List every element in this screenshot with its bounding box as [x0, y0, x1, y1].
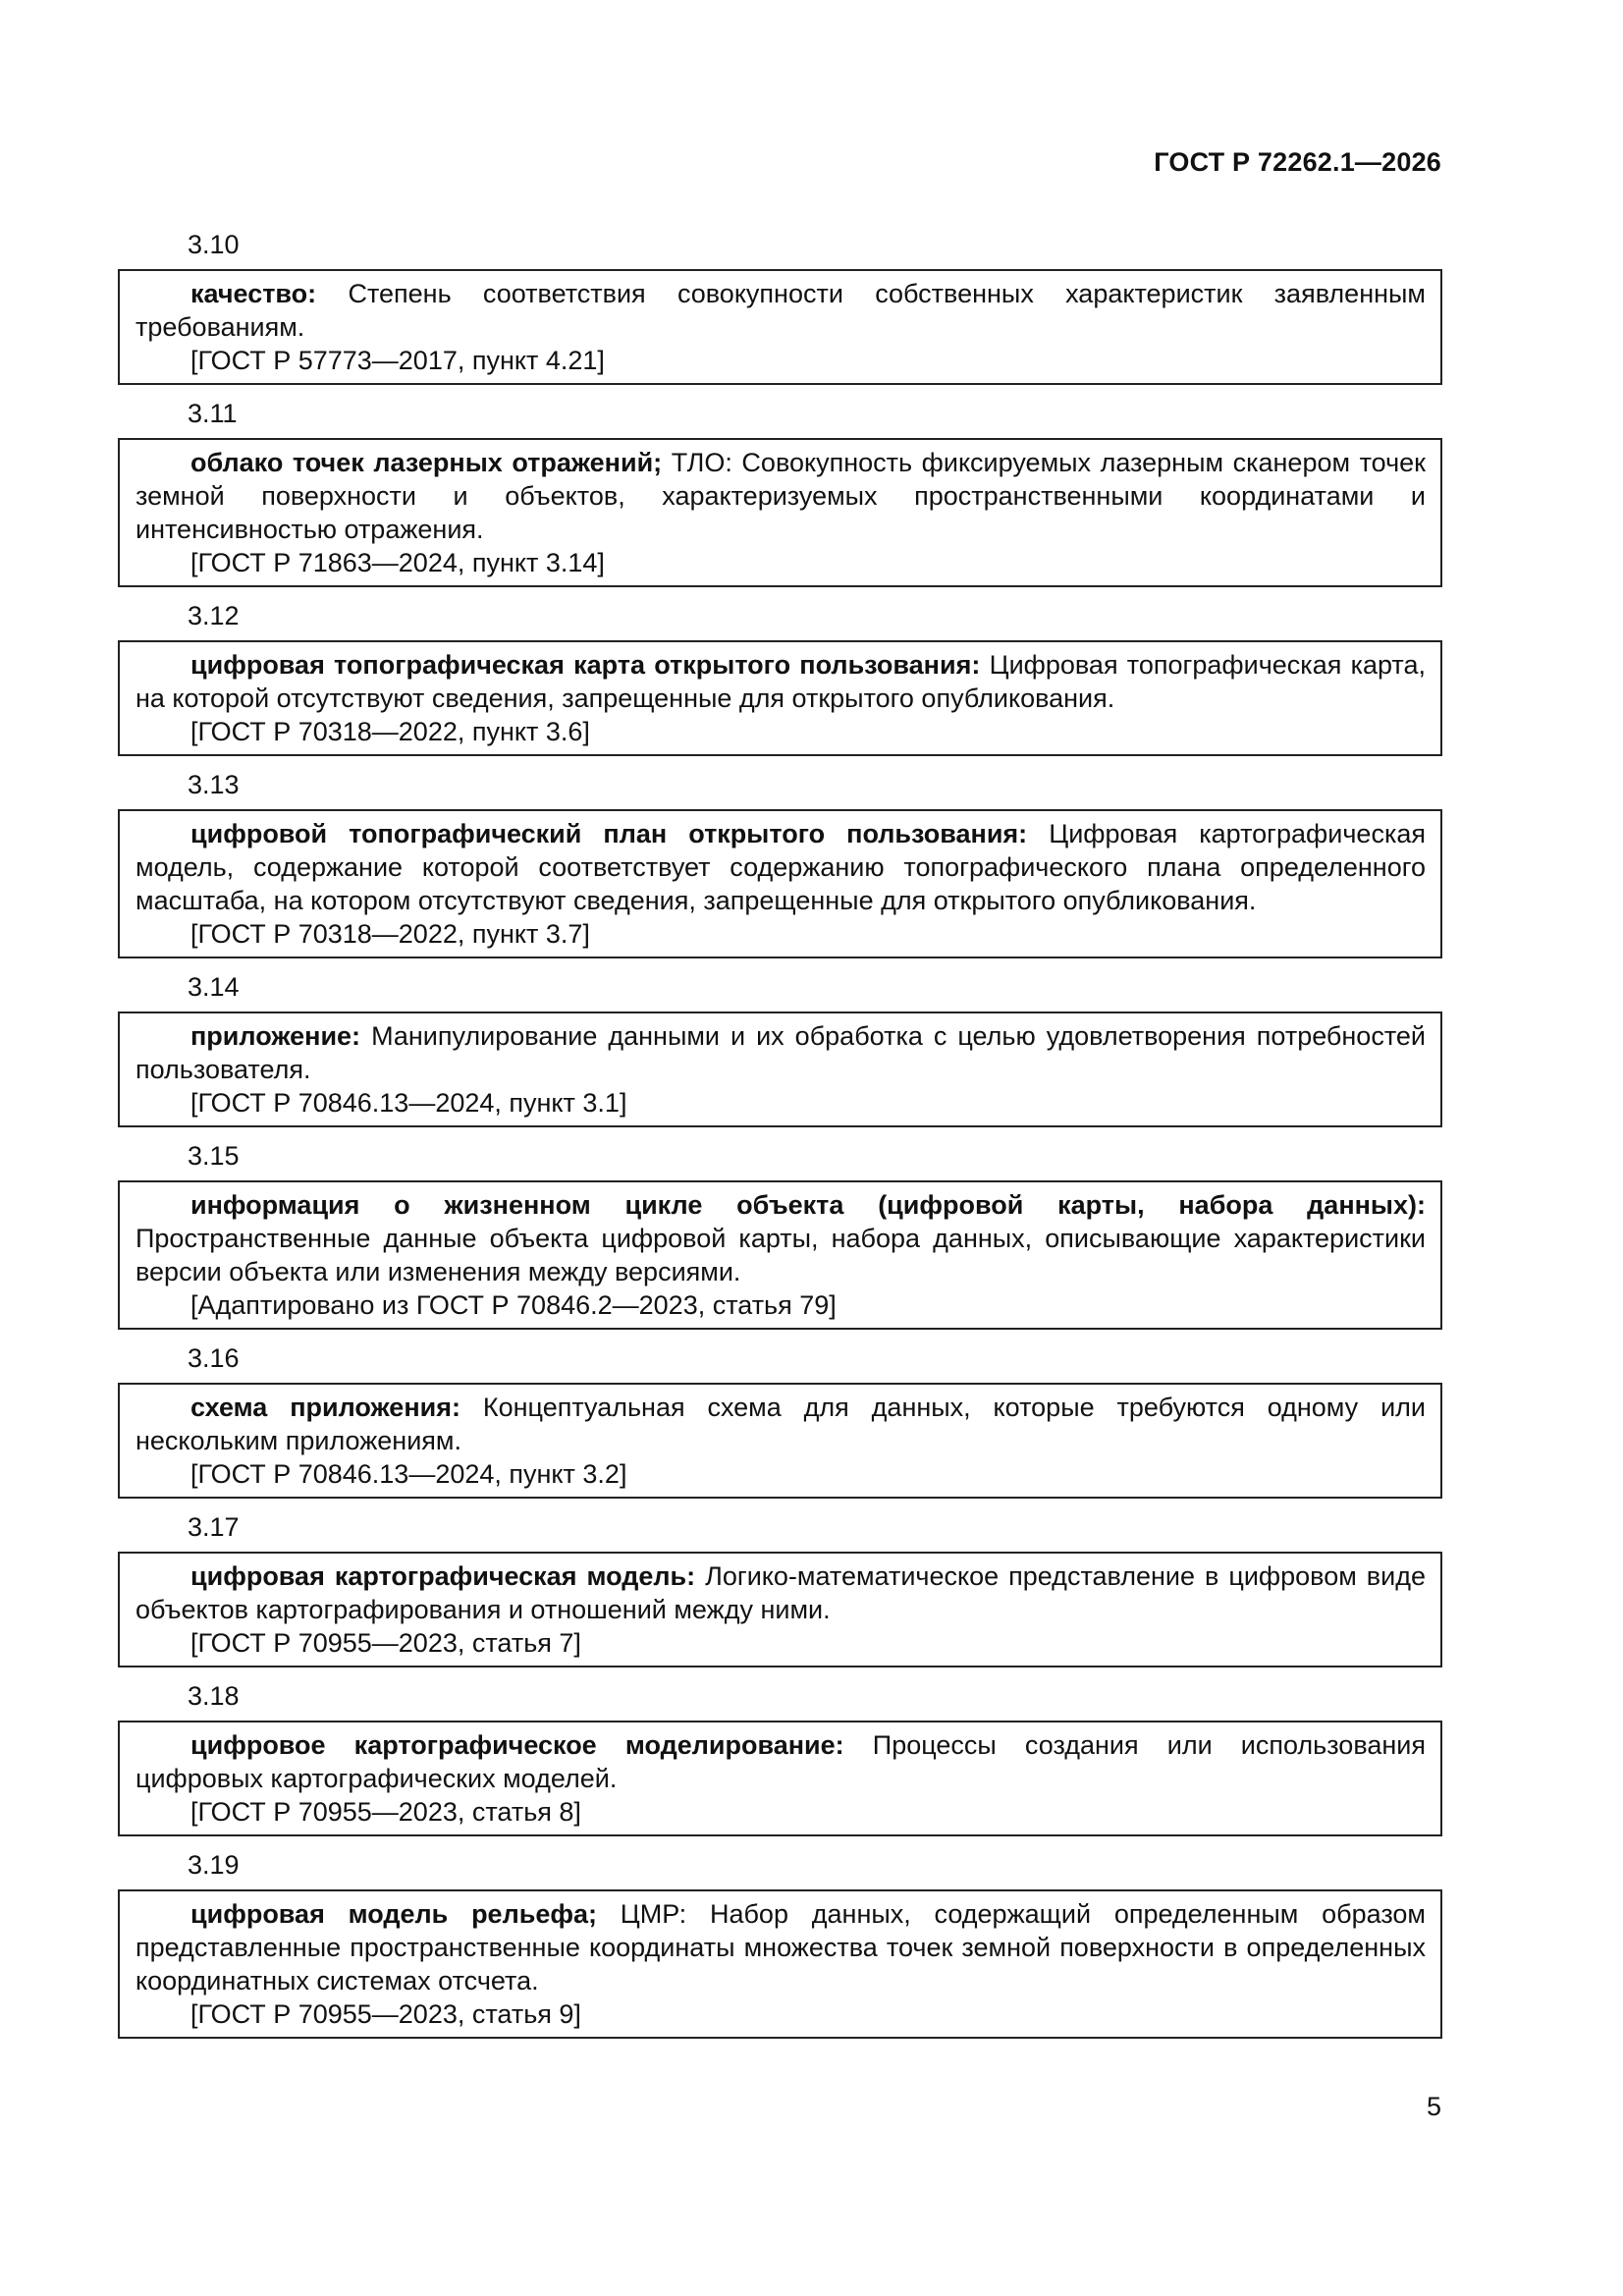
- term-box: [118, 1011, 1442, 1127]
- term-source: [ГОСТ Р 70318—2022, пункт 3.7]: [190, 919, 590, 949]
- term-entry-3-11: [118, 397, 1442, 587]
- term-name: информация о жизненном цикле объекта (цифровой карты, набора данных):: [190, 1190, 1426, 1220]
- term-entry-3-10: [118, 228, 1442, 385]
- term-source: [ГОСТ Р 70318—2022, пункт 3.6]: [190, 717, 590, 746]
- term-entry-3-19: [118, 1848, 1442, 2039]
- term-box: [118, 1180, 1442, 1330]
- term-definition: ЦМР: Набор данных, содержащий определенным образом представленные пространственные координаты множества точек земной поверхности в определенных координатных системах отсчета.: [135, 1899, 1426, 1995]
- term-name: качество:: [190, 279, 317, 308]
- term-box: [118, 809, 1442, 958]
- term-source: [ГОСТ Р 70955—2023, статья 9]: [190, 1999, 581, 2029]
- page-number: 5: [1426, 2092, 1441, 2121]
- term-entry-3-16: [118, 1341, 1442, 1499]
- term-entry-3-14: [118, 970, 1442, 1127]
- term-definition-paragraph: [135, 648, 1426, 715]
- term-number: 3.10: [188, 230, 240, 259]
- term-box: [118, 438, 1442, 587]
- term-definition-paragraph: [135, 1188, 1426, 1288]
- term-definition: Манипулирование данными и их обработка с целью удовлетворения потребностей пользователя.: [135, 1021, 1426, 1084]
- term-number: 3.16: [188, 1343, 240, 1373]
- term-box: [118, 1383, 1442, 1499]
- term-name: приложение:: [190, 1021, 361, 1051]
- term-definition: Концептуальная схема для данных, которые требуются одному или нескольким приложениям.: [135, 1393, 1426, 1455]
- term-number: 3.18: [188, 1681, 240, 1711]
- term-number: 3.15: [188, 1141, 240, 1171]
- term-name: цифровая картографическая модель:: [190, 1561, 696, 1591]
- term-definition-paragraph: [135, 446, 1426, 546]
- term-name: цифровая модель рельефа;: [190, 1899, 597, 1929]
- term-definition: Степень соответствия совокупности собственных характеристик заявленным требованиям.: [135, 279, 1426, 342]
- term-name: облако точек лазерных отражений;: [190, 448, 663, 477]
- term-definition: Цифровая картографическая модель, содержание которой соответствует содержанию топографического плана определенного масштаба, на котором отсутствуют сведения, запрещенные для открытого опубликования.: [135, 819, 1426, 915]
- term-definition: ТЛО: Совокупность фиксируемых лазерным сканером точек земной поверхности и объектов, характеризуемых пространственными координатами и интенсивностью отражения.: [135, 448, 1426, 544]
- term-source: [ГОСТ Р 70955—2023, статья 7]: [190, 1628, 581, 1658]
- term-definition: Процессы создания или использования цифровых картографических моделей.: [135, 1730, 1426, 1793]
- term-source: [ГОСТ Р 70846.13—2024, пункт 3.2]: [190, 1459, 627, 1489]
- term-definition: Пространственные данные объекта цифровой карты, набора данных, описывающие характеристики версии объекта или изменения между версиями.: [135, 1224, 1426, 1286]
- term-box: [118, 1889, 1442, 2039]
- term-source: [ГОСТ Р 71863—2024, пункт 3.14]: [190, 548, 605, 577]
- term-definition-paragraph: [135, 1391, 1426, 1457]
- term-number: 3.19: [188, 1850, 240, 1880]
- term-definition-paragraph: [135, 817, 1426, 917]
- document-header: ГОСТ Р 72262.1—2026: [1154, 147, 1441, 177]
- term-definition-paragraph: [135, 277, 1426, 344]
- term-entry-3-15: [118, 1139, 1442, 1330]
- term-entry-3-13: [118, 768, 1442, 958]
- term-box: [118, 640, 1442, 756]
- term-number: 3.11: [188, 399, 238, 428]
- term-box: [118, 1552, 1442, 1667]
- term-entry-3-12: [118, 599, 1442, 756]
- term-name: цифровое картографическое моделирование:: [190, 1730, 844, 1760]
- term-source: [ГОСТ Р 57773—2017, пункт 4.21]: [190, 346, 605, 375]
- term-name: схема приложения:: [190, 1393, 460, 1422]
- term-definition: Цифровая топографическая карта, на которой отсутствуют сведения, запрещенные для открытого опубликования.: [135, 650, 1426, 713]
- term-number: 3.14: [188, 972, 240, 1002]
- term-box: [118, 269, 1442, 385]
- term-number: 3.17: [188, 1512, 240, 1542]
- term-definition-paragraph: [135, 1559, 1426, 1626]
- term-definition-paragraph: [135, 1897, 1426, 1997]
- term-definition-paragraph: [135, 1728, 1426, 1795]
- term-number: 3.13: [188, 770, 240, 799]
- term-source: [Адаптировано из ГОСТ Р 70846.2—2023, статья 79]: [190, 1290, 837, 1320]
- term-box: [118, 1721, 1442, 1836]
- terms-list: [118, 228, 1442, 2050]
- term-name: цифровой топографический план открытого пользования:: [190, 819, 1028, 848]
- term-source: [ГОСТ Р 70846.13—2024, пункт 3.1]: [190, 1088, 627, 1118]
- term-definition: Логико-математическое представление в цифровом виде объектов картографирования и отношений между ними.: [135, 1561, 1426, 1624]
- term-entry-3-17: [118, 1510, 1442, 1667]
- term-source: [ГОСТ Р 70955—2023, статья 8]: [190, 1797, 581, 1827]
- term-number: 3.12: [188, 601, 240, 630]
- term-entry-3-18: [118, 1679, 1442, 1836]
- term-name: цифровая топографическая карта открытого пользования:: [190, 650, 981, 680]
- term-definition-paragraph: [135, 1019, 1426, 1086]
